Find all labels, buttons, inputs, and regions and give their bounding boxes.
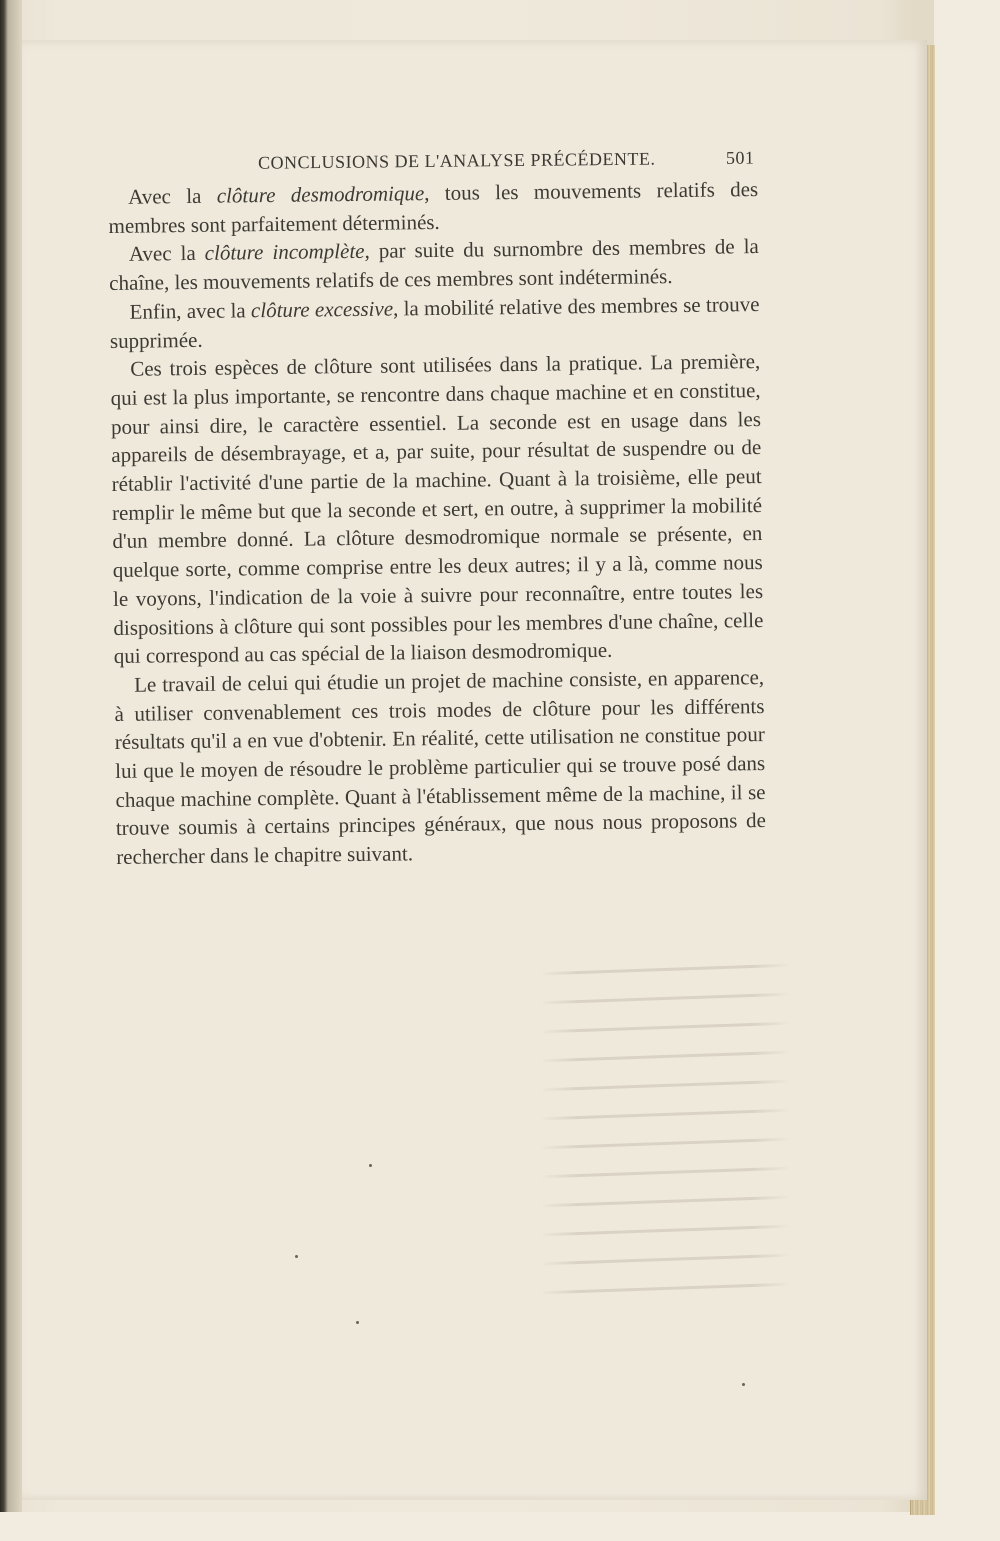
scan-background-bottom — [0, 1512, 1000, 1541]
emphasis-term: clôture incomplète — [204, 239, 365, 266]
paragraph: Avec la clôture desmodromique, tous les mouvements relatifs des membres sont parfaitement déterminés. — [108, 177, 759, 238]
paragraph: Ces trois espèces de clôture sont utilisées dans la pratique. La première, qui est la plus importante, se rencontre dans chaque machine et en constitue, pour ainsi dire, le caractère essentiel. La seconde est en usage dans les appareils de désembrayage, et a, par suite, pour résultat de suspendre ou de rétablir l'activité d'une partie de la machine. Quant à la troisième, elle peut remplir le même but que la seconde et sert, en outre, à supprimer la mobilité d'un membre donné. La clôture desmodromique normale se présente, en quelque sorte, comme comprise entre les deux autres; il y a là, comme nous le voyons, l'indication de la voie à suivre pour reconnaître, entre toutes les dispositions à clôture qui sont possibles pour les membres d'une chaîne, celle qui correspond au cas spécial de la liaison desmodromique. — [110, 349, 764, 669]
paragraph: Le travail de celui qui étudie un projet de machine consiste, en apparence, à utiliser convenablement ces trois modes de clôture pour les différents résultats qu'il a en vue d'obtenir. En réalité, cette utilisation ne constitue pour lui que le moyen de résoudre le problème particulier qui se trouve posé dans chaque machine complète. Quant à l'établissement même de la machine, il se trouve soumis à certains principes généraux, que nous nous proposons de rechercher dans le chapitre suivant. — [114, 664, 766, 870]
paper-speck — [742, 1383, 745, 1386]
paper-speck — [356, 1321, 359, 1324]
book-gutter — [0, 0, 22, 1541]
scan-background-right — [934, 0, 1000, 1541]
emphasis-term: clôture desmodromique — [216, 181, 425, 208]
body-text — [108, 175, 766, 872]
paragraph: Avec la clôture incomplète, par suite du surnombre des membres de la chaîne, les mouvements relatifs de ces membres sont indéterminés. — [109, 234, 759, 296]
paper-speck — [295, 1255, 298, 1258]
paper-speck — [369, 1164, 372, 1167]
running-title: CONCLUSIONS DE L'ANALYSE PRÉCÉDENTE. — [257, 148, 656, 173]
bleed-through-text — [540, 968, 790, 1328]
emphasis-term: clôture excessive — [250, 296, 394, 323]
page-number: 501 — [725, 147, 755, 168]
paragraph: Enfin, avec la clôture excessive, la mobilité relative des membres se trouve supprimée. — [109, 291, 760, 353]
